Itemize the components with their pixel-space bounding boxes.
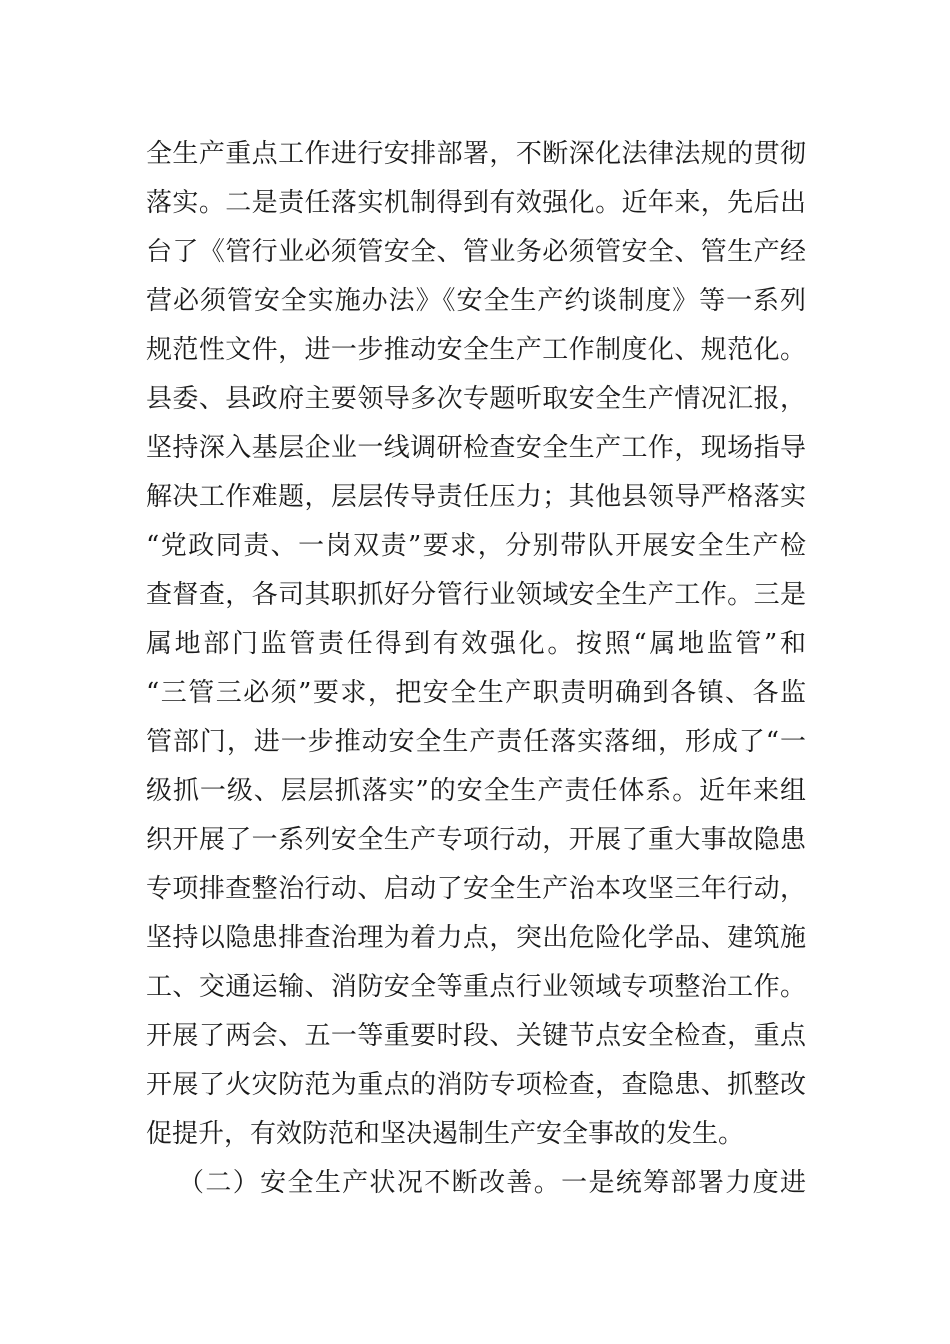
text-line: 坚持深入基层企业一线调研检查安全生产工作，现场指导 <box>146 433 806 463</box>
text-line: 专项排查整治行动、启动了安全生产治本攻坚三年行动， <box>146 874 806 904</box>
text-line: 级抓一级、层层抓落实”的安全生产责任体系。近年来组 <box>146 776 806 806</box>
text-line: 开展了火灾防范为重点的消防专项检查，查隐患、抓整改 <box>146 1070 806 1100</box>
text-line: 织开展了一系列安全生产专项行动，开展了重大事故隐患 <box>146 825 806 855</box>
text-line: 县委、县政府主要领导多次专题听取安全生产情况汇报， <box>146 384 806 414</box>
text-line: 开展了两会、五一等重要时段、关键节点安全检查，重点 <box>146 1021 806 1051</box>
text-line: 台了《管行业必须管安全、管业务必须管安全、管生产经 <box>146 237 806 267</box>
text-line: 查督查，各司其职抓好分管行业领域安全生产工作。三是 <box>146 580 806 610</box>
paragraph-end-line: 促提升，有效防范和坚决遏制生产安全事故的发生。 <box>146 1119 745 1149</box>
text-line: 管部门，进一步推动安全生产责任落实落细，形成了“一 <box>146 727 806 757</box>
text-line: 工、交通运输、消防安全等重点行业领域专项整治工作。 <box>146 972 806 1002</box>
text-line: 坚持以隐患排查治理为着力点，突出危险化学品、建筑施 <box>146 923 806 953</box>
text-line: “党政同责、一岗双责”要求，分别带队开展安全生产检 <box>146 531 806 561</box>
text-line: 全生产重点工作进行安排部署，不断深化法律法规的贯彻 <box>146 139 806 169</box>
text-line: 营必须管安全实施办法》《安全生产约谈制度》等一系列 <box>146 286 806 316</box>
text-line: 规范性文件，进一步推动安全生产工作制度化、规范化。 <box>146 335 806 365</box>
text-line: 落实。二是责任落实机制得到有效强化。近年来，先后出 <box>146 188 806 218</box>
section-heading-line: （二）安全生产状况不断改善。一是统筹部署力度进 <box>178 1168 806 1198</box>
body-text <box>146 130 806 1208</box>
text-line: “三管三必须”要求，把安全生产职责明确到各镇、各监 <box>146 678 806 708</box>
text-line: 属地部门监管责任得到有效强化。按照“属地监管”和 <box>146 629 806 659</box>
text-line: 解决工作难题，层层传导责任压力；其他县领导严格落实 <box>146 482 806 512</box>
